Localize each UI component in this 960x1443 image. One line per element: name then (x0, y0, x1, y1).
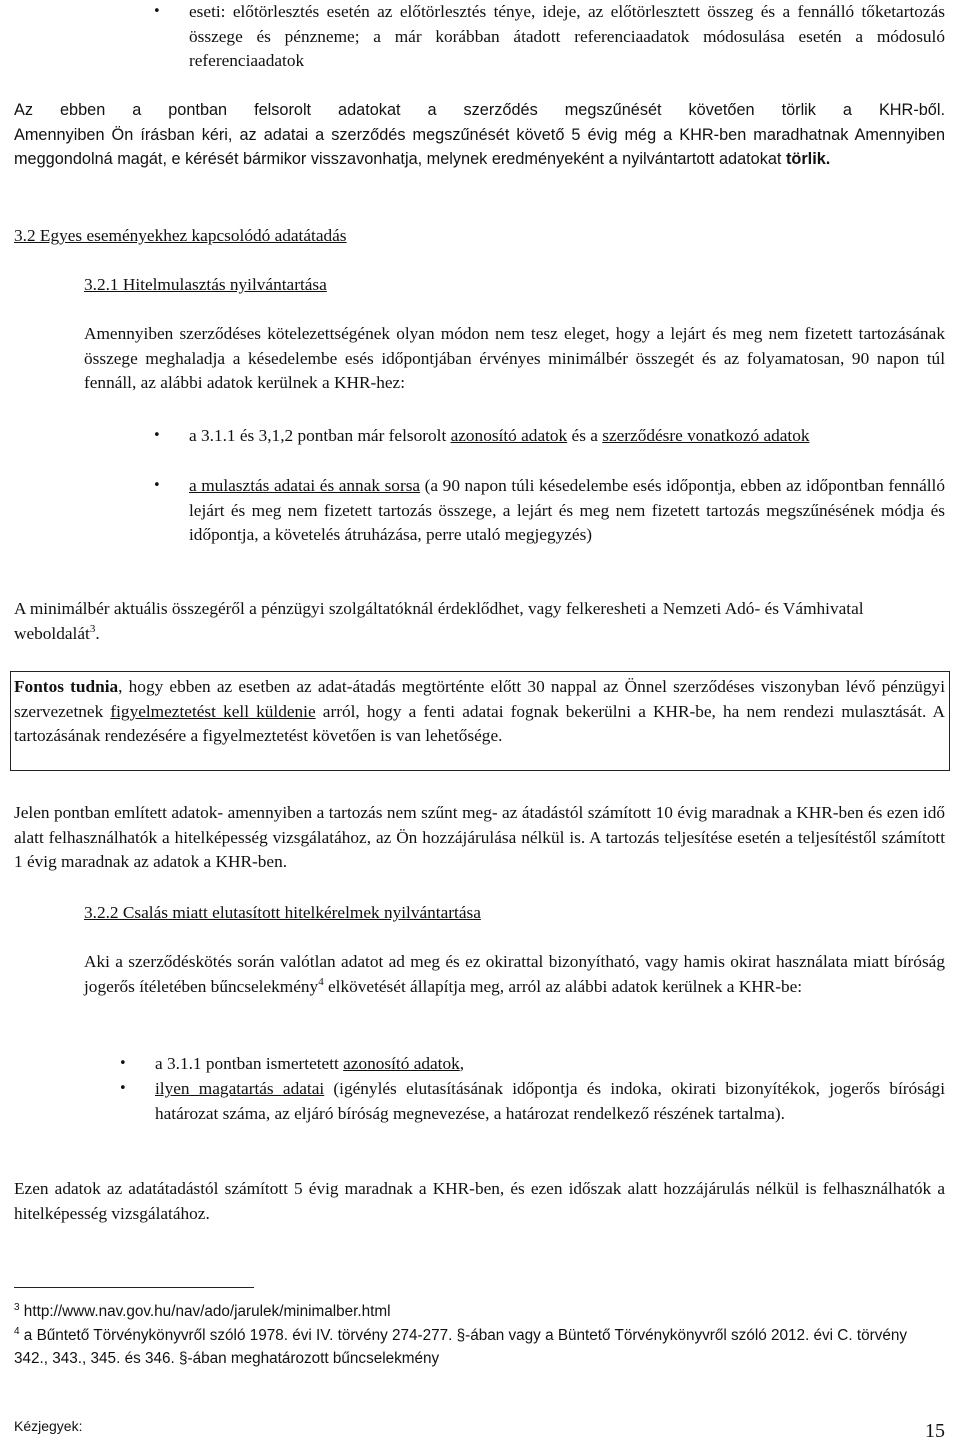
list-item-text: és a (567, 426, 603, 445)
list-item (155, 1052, 945, 1077)
bullet-mark: • (119, 1081, 127, 1096)
fraud-retention-paragraph: Ezen adatok az adatátadástól számított 5 évig maradnak a KHR-ben, és ezen időszak alatt hozzájárulás nélkül is felhasználhatók a hitelképesség vizsgálatához. (14, 1179, 945, 1223)
notice-text-2: arról, hogy a fenti adatai fognak bekerülni a KHR-be, ha nem rendezi mulasztását. A tartozásának rendezésére a figyelmeztetést követően is van lehetősége. (14, 701, 945, 745)
list-item-underlined: a mulasztás adatai és annak sorsa (189, 476, 421, 495)
bullet-mark: • (153, 478, 161, 493)
top-bullet-text: eseti: előtörlesztés esetén az előtörlesztés ténye, ideje, az előtörlesztett összeg és a fennálló tőketartozás összege és pénzneme; a már korábban átadott referenciaadatok módosulása esetén a módosuló referenciaadatok (189, 2, 945, 70)
deletion-body (14, 123, 945, 172)
deletion-paragraph (14, 98, 945, 172)
footnote-3 (14, 1300, 945, 1323)
intro-text: Aki a szerződéskötés során valótlan adatot ad meg és ez okirattal bizonyítható, vagy hamis okirat használata miatt bíróság jogerős ítéletében bűncselekmény (84, 952, 945, 996)
list-item (189, 474, 945, 548)
deletion-line-1: Az ebben a pontban felsorolt adatokat a szerződés megszűnését követően törlik a KHR-ből. (14, 101, 945, 119)
section-3-2-2-title: 3.2.2 Csalás miatt elutasított hitelkérelmek nyilvántartása (84, 903, 481, 922)
footnote-text: a Bűntető Törvénykönyvről szóló 1978. évi IV. törvény 274-277. §-ában vagy a Büntető Törvénykönyvről szóló 2012. évi C. törvény 342., 343., 345. és 346. §-ában meghatározott bűncselekmény (14, 1327, 908, 1367)
list-item-text: a 3.1.1 és 3,1,2 pontban már felsorolt (189, 426, 451, 445)
deletion-text: Amennyiben Ön írásban kéri, az adatai a szerződés megszűnését követő 5 évig még a KHR-ben maradhatnak Amennyiben meggondolná magát, e kérését bármikor visszavonhatja, melynek eredményeként a nyilvántartott adatokat (14, 125, 945, 168)
minwage-text: A minimálbér aktuális összegéről a pénzügyi szolgáltatóknál érdeklődhet, vagy felkeresheti a Nemzeti Adó- és Vámhivatal weboldalát (14, 599, 864, 643)
footnote-number: 3 (14, 1301, 20, 1313)
page-number: 15 (925, 1420, 945, 1442)
intro-text-end: elkövetését állapítja meg, arról az alábbi adatok kerülnek a KHR-be: (323, 976, 803, 996)
notice-text-1: , hogy ebben az esetben az adat-átadás megtörténte előtt 30 nappal az Önnel szerződéses viszonyban lévő pénzügyi szervezetnek (14, 677, 946, 721)
list-item-text: (igénylés elutasításának időpontja és indoka, okirati bizonyítékok, jogerős bírósági határozat száma, az eljáró bíróság megnevezése, a határozat rendelkező részének tartalma). (155, 1079, 945, 1123)
minwage-end: . (95, 623, 100, 643)
list-item-text: , (459, 1054, 465, 1073)
section-3-2-1-title: 3.2.1 Hitelmulasztás nyilvántartása (84, 275, 327, 294)
notice-underlined: figyelmeztetést kell küldenie (110, 701, 316, 721)
initials-label: Kézjegyek: (14, 1418, 83, 1434)
section-3-2-title: 3.2 Egyes eseményekhez kapcsolódó adatátadás (14, 226, 347, 245)
section-3-2-2-intro (84, 950, 945, 999)
footnote-link[interactable]: http://www.nav.gov.hu/nav/ado/jarulek/minimalber.html (19, 1303, 391, 1320)
deletion-bold-end: törlik. (785, 150, 831, 168)
list-item-underlined: szerződésre vonatkozó adatok (602, 426, 810, 445)
bullet-mark: • (153, 4, 161, 19)
list-item-text: (a 90 napon túli késedelembe esés időpontja, ebben az időpontban fennálló lejárt és meg nem fizetett tartozás összege, a lejárt és meg nem fizetett tartozás megszűnésének módja és időpontja, a követelés átruházása, perre utaló megjegyzés) (189, 476, 945, 544)
notice-bold: Fontos tudnia (14, 677, 119, 696)
footnote-separator (14, 1287, 254, 1288)
list-item (155, 1077, 945, 1126)
minwage-paragraph (14, 597, 945, 646)
retention-paragraph: Jelen pontban említett adatok- amennyiben a tartozás nem szűnt meg- az átadástól számított 10 évig maradnak a KHR-ben és ezen idő alatt felhasználhatók a hitelképesség vizsgálatához, az Ön hozzájárulása nélkül is. A tartozás teljesítése esetén a teljesítéstől számított 1 évig maradnak az adatok a KHR-ben. (14, 803, 945, 871)
bullet-mark: • (119, 1056, 127, 1071)
bullet-mark: • (153, 428, 161, 443)
footnote-number: 4 (14, 1325, 20, 1337)
list-item-underlined: azonosító adatok (450, 426, 568, 445)
section-3-2-1-intro: Amennyiben szerződéses kötelezettségének olyan módon nem tesz eleget, hogy a lejárt és meg nem fizetett tartozásának összege meghaladja a késedelembe esés időpontjában érvényes minimálbér összegét és az folyamatosan, 90 napon túl fennáll, az alábbi adatok kerülnek a KHR-hez: (84, 324, 945, 392)
list-item-underlined: ilyen magatartás adatai (155, 1079, 325, 1098)
list-item (189, 424, 945, 449)
footnote-ref-4[interactable]: 4 (318, 975, 324, 988)
notice-text (14, 675, 945, 749)
list-item-text: a 3.1.1 pontban ismertetett (155, 1054, 344, 1073)
footnote-ref-3[interactable]: 3 (89, 622, 96, 635)
list-item-underlined: azonosító adatok (343, 1054, 460, 1073)
footnote-4 (14, 1324, 945, 1370)
